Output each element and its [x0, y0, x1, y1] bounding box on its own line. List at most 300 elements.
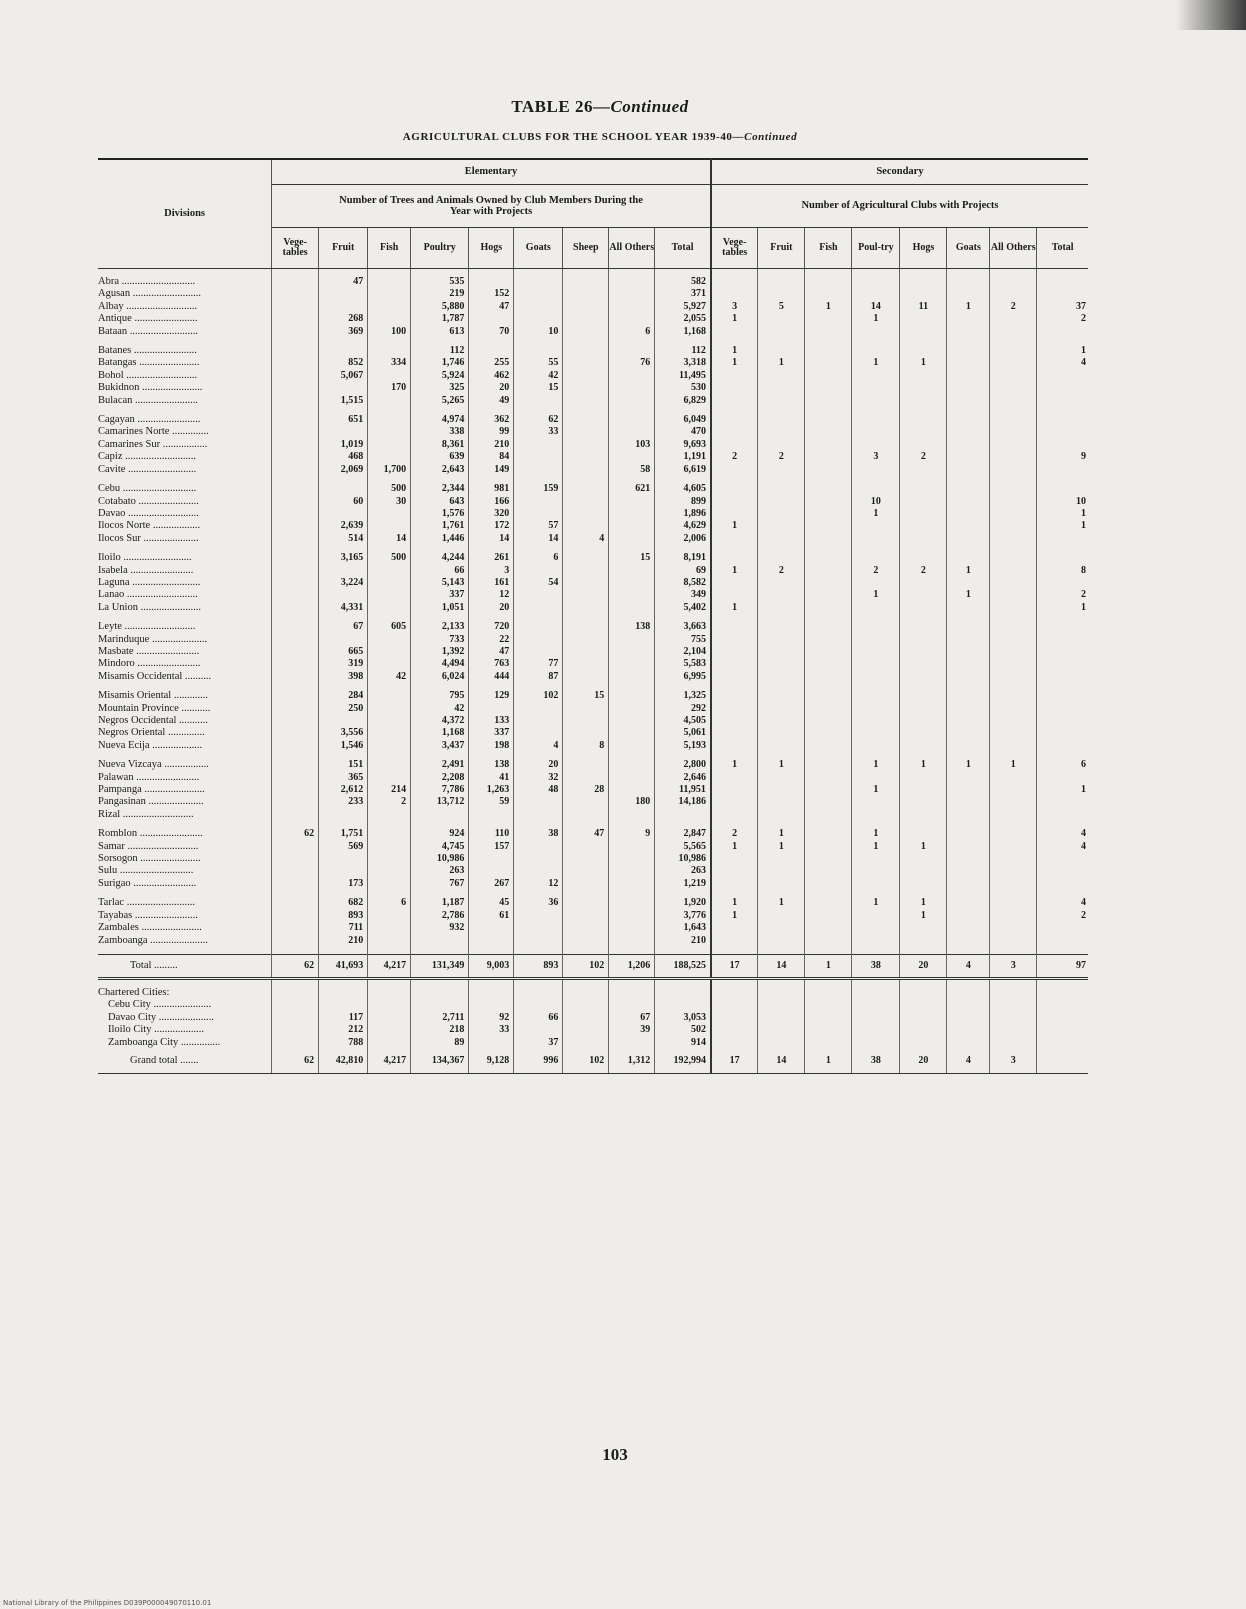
elem-cell: 1,019: [319, 439, 368, 451]
sec-cell: [758, 910, 805, 922]
elem-cell: [563, 451, 609, 463]
sec-cell: [947, 634, 990, 646]
spacer-cell: [805, 545, 852, 552]
elem-cell: [411, 999, 469, 1011]
elem-cell: [563, 634, 609, 646]
spacer-cell: [655, 890, 711, 897]
sec-cell: [900, 828, 947, 840]
sec-cell: [852, 345, 900, 357]
spacer-cell: [319, 947, 368, 955]
sec-cell: [900, 658, 947, 670]
sec-cell: [805, 841, 852, 853]
elem-cell: [609, 658, 655, 670]
spacer-cell: [98, 821, 272, 828]
sec-cell: [990, 589, 1037, 601]
spacer-cell: [514, 269, 563, 277]
subtitle-main: AGRICULTURAL CLUBS FOR THE SCHOOL YEAR 1939-40: [402, 131, 733, 143]
sec-cell: 20: [900, 1049, 947, 1074]
table-row: [98, 565, 1088, 577]
sec-cell: [852, 1024, 900, 1036]
spacer-cell: [852, 269, 900, 277]
elem-cell: [563, 395, 609, 407]
sec-cell: [1037, 1049, 1088, 1074]
elem-cell: 15: [514, 382, 563, 394]
table-row: [98, 464, 1088, 476]
sec-cell: 37: [1076, 300, 1086, 312]
spacer-cell: [98, 614, 272, 621]
sec-cell: [947, 276, 990, 288]
sec-cell: 1: [900, 357, 947, 369]
elem-cell: [272, 703, 319, 715]
elem-cell: [368, 276, 411, 288]
sec-cell: [758, 784, 805, 796]
spacer-cell: [563, 978, 609, 987]
scan-footer-text: National Library of the Philippines D039P000049070110.01: [3, 1599, 212, 1607]
table-row: [98, 715, 1088, 727]
division-name: Samar ...........................: [98, 841, 272, 853]
sec-cell: [990, 370, 1037, 382]
spacer-cell: [900, 338, 947, 345]
spacer-cell: [469, 821, 514, 828]
elem-cell: 3: [469, 565, 514, 577]
spacer-cell: [655, 545, 711, 552]
sec-cell: [900, 715, 947, 727]
sec-cell: [758, 533, 805, 545]
sec-cell: 1: [1081, 345, 1086, 357]
table-row: [98, 520, 1088, 532]
elem-cell: [368, 772, 411, 784]
sec-cell: [1037, 999, 1088, 1011]
spacer-cell: [469, 987, 514, 999]
sec-cell: [758, 796, 805, 808]
elem-cell: [563, 1024, 609, 1036]
sec-cell: [805, 727, 852, 739]
sec-cell: [852, 483, 900, 495]
elem-cell: 569: [319, 841, 368, 853]
spacer-cell: [805, 978, 852, 987]
sec-cell: [805, 865, 852, 877]
sec-cell: [900, 520, 947, 532]
sec-cell: 1: [900, 841, 947, 853]
elem-cell: 369: [319, 326, 368, 338]
elem-cell: [272, 483, 319, 495]
elem-cell: 6,049: [655, 414, 711, 426]
sec-cell: [805, 589, 852, 601]
sec-cell: 1: [1081, 507, 1086, 519]
spacer-cell: [758, 476, 805, 483]
elem-cell: [563, 646, 609, 658]
elem-cell: [272, 759, 319, 771]
sec-cell: [711, 853, 758, 865]
spacer-cell: [272, 978, 319, 987]
sec-cell: [711, 740, 758, 752]
spacer-cell: [368, 752, 411, 759]
elem-cell: 4,974: [411, 414, 469, 426]
elem-col-header: Hogs: [469, 228, 514, 269]
elem-cell: 6,829: [655, 395, 711, 407]
elem-cell: 10: [514, 326, 563, 338]
elem-cell: [469, 345, 514, 357]
sec-cell: 10: [1076, 495, 1086, 507]
sec-cell: [711, 533, 758, 545]
elem-cell: [563, 313, 609, 325]
sec-cell: [947, 715, 990, 727]
sec-cell: 2: [758, 565, 805, 577]
table-row: [98, 897, 1088, 909]
elem-cell: [609, 784, 655, 796]
elem-cell: [609, 395, 655, 407]
sec-cell: [758, 496, 805, 508]
elem-cell: 4,605: [655, 483, 711, 495]
division-name: Romblon ........................: [98, 828, 272, 840]
sec-cell: [852, 922, 900, 934]
sec-cell: [900, 1037, 947, 1049]
elem-cell: [469, 313, 514, 325]
elem-cell: [272, 935, 319, 947]
elem-cell: 198: [469, 740, 514, 752]
spacer-cell: [98, 683, 272, 690]
elem-col-header: Sheep: [563, 228, 609, 269]
spacer-cell: [852, 890, 900, 897]
group-spacer: [98, 545, 1088, 552]
spacer-cell: [98, 269, 272, 277]
elem-cell: [368, 426, 411, 438]
sec-cell: 1: [758, 828, 805, 840]
spacer-cell: [711, 987, 758, 999]
sec-cell: [900, 577, 947, 589]
elem-cell: 10,986: [411, 853, 469, 865]
spacer-cell: [368, 947, 411, 955]
elem-cell: [563, 357, 609, 369]
sec-cell: [758, 634, 805, 646]
elem-cell: 5,880: [411, 301, 469, 313]
sec-cell: [711, 703, 758, 715]
elem-cell: 6: [514, 552, 563, 564]
table-row: [98, 784, 1088, 796]
spacer-cell: [990, 821, 1037, 828]
spacer-cell: [947, 987, 990, 999]
sec-cell: 1: [852, 841, 900, 853]
sec-cell: [852, 671, 900, 683]
elem-cell: 2,133: [411, 621, 469, 633]
sec-cell: [852, 690, 900, 702]
spacer-cell: [272, 987, 319, 999]
sec-cell: [852, 439, 900, 451]
sec-cell: 1: [758, 897, 805, 909]
elem-cell: [319, 999, 368, 1011]
elem-cell: [368, 740, 411, 752]
elem-cell: [609, 577, 655, 589]
sec-cell: [900, 878, 947, 890]
elem-cell: 129: [469, 690, 514, 702]
elem-cell: [469, 1037, 514, 1049]
elem-cell: [514, 865, 563, 877]
elem-cell: 166: [469, 496, 514, 508]
sec-cell: [990, 483, 1037, 495]
elem-cell: [514, 565, 563, 577]
division-name: Mindoro ........................: [98, 658, 272, 670]
elementary-subheader: Number of Trees and Animals Owned by Club Members During the Year with Projects: [272, 185, 711, 228]
sec-cell: [758, 935, 805, 947]
sec-cell: [758, 865, 805, 877]
spacer-cell: [272, 476, 319, 483]
sec-cell: [758, 999, 805, 1011]
elem-cell: [609, 589, 655, 601]
elem-cell: [272, 853, 319, 865]
sec-cell: [1037, 577, 1088, 589]
sec-cell: [947, 727, 990, 739]
division-name: Capiz ...........................: [98, 451, 272, 463]
sec-cell: 4: [947, 1049, 990, 1074]
elem-cell: 1,206: [609, 954, 655, 978]
spacer-cell: [609, 987, 655, 999]
sec-cell: 8: [1081, 564, 1086, 576]
sec-cell: [947, 464, 990, 476]
sec-cell: [990, 552, 1037, 564]
elem-cell: 4,217: [368, 954, 411, 978]
sec-cell: [990, 658, 1037, 670]
spacer-cell: [411, 947, 469, 955]
elem-cell: 39: [609, 1024, 655, 1036]
sec-cell: [1037, 878, 1088, 890]
spacer-cell: [1037, 683, 1088, 690]
elem-cell: 320: [469, 508, 514, 520]
elem-cell: 733: [411, 634, 469, 646]
elem-cell: 795: [411, 690, 469, 702]
spacer-cell: [900, 407, 947, 414]
spacer-cell: [805, 821, 852, 828]
elem-cell: [563, 577, 609, 589]
elem-cell: 4,331: [319, 602, 368, 614]
elem-cell: 371: [655, 288, 711, 300]
title-continued: —Continued: [592, 97, 689, 116]
group-spacer: [98, 407, 1088, 414]
spacer-cell: [563, 947, 609, 955]
sec-cell: 14: [758, 1049, 805, 1074]
sec-cell: [758, 326, 805, 338]
spacer-cell: [900, 890, 947, 897]
sec-cell: 1: [711, 897, 758, 909]
sec-cell: [1037, 1012, 1088, 1024]
elem-col-header: Vege-tables: [272, 228, 319, 269]
spacer-cell: [469, 338, 514, 345]
elem-cell: [514, 313, 563, 325]
sec-cell: [1037, 796, 1088, 808]
sec-cell: 97: [1037, 954, 1088, 978]
sec-cell: [758, 740, 805, 752]
elem-cell: 1,896: [655, 508, 711, 520]
elem-cell: 62: [272, 1049, 319, 1074]
elem-cell: [563, 715, 609, 727]
elem-cell: 4,244: [411, 552, 469, 564]
sec-cell: [990, 715, 1037, 727]
sec-cell: [711, 634, 758, 646]
spacer-cell: [272, 545, 319, 552]
spacer-cell: [711, 890, 758, 897]
division-name: Laguna ..........................: [98, 577, 272, 589]
sec-cell: [758, 439, 805, 451]
sec-cell: [947, 999, 990, 1011]
elem-cell: 665: [319, 646, 368, 658]
spacer-cell: [852, 821, 900, 828]
sec-cell: [990, 841, 1037, 853]
elem-cell: [609, 634, 655, 646]
elem-cell: 5,402: [655, 602, 711, 614]
spacer-cell: [411, 407, 469, 414]
spacer-cell: [411, 987, 469, 999]
elem-cell: 1,546: [319, 740, 368, 752]
elem-cell: [514, 634, 563, 646]
elem-cell: [368, 809, 411, 821]
sec-cell: 2: [900, 565, 947, 577]
sec-cell: [947, 483, 990, 495]
sec-cell: [805, 357, 852, 369]
sec-cell: [852, 935, 900, 947]
sec-cell: 1: [758, 357, 805, 369]
elem-cell: 2,055: [655, 313, 711, 325]
elem-cell: [609, 935, 655, 947]
spacer-cell: [514, 476, 563, 483]
elem-cell: [319, 345, 368, 357]
elem-cell: 62: [514, 414, 563, 426]
elem-cell: [368, 878, 411, 890]
elem-cell: [319, 382, 368, 394]
elem-cell: 4: [563, 533, 609, 545]
group-spacer: [98, 978, 1088, 987]
sec-cell: [947, 658, 990, 670]
elem-cell: [272, 658, 319, 670]
title-main: TABLE 26: [511, 97, 593, 116]
elem-cell: [563, 878, 609, 890]
elem-cell: 12: [514, 878, 563, 890]
spacer-cell: [947, 683, 990, 690]
elem-cell: 67: [319, 621, 368, 633]
sec-cell: 4: [1081, 840, 1086, 852]
elem-col-header: Fruit: [319, 228, 368, 269]
sec-cell: [900, 999, 947, 1011]
elem-cell: 3,224: [319, 577, 368, 589]
elem-cell: [514, 496, 563, 508]
sec-cell: [711, 935, 758, 947]
spacer-cell: [947, 338, 990, 345]
spacer-cell: [609, 476, 655, 483]
elem-cell: 981: [469, 483, 514, 495]
spacer-cell: [319, 338, 368, 345]
elem-cell: [368, 865, 411, 877]
sec-cell: [711, 276, 758, 288]
sec-cell: 1: [758, 841, 805, 853]
elem-cell: [368, 935, 411, 947]
spacer-cell: [609, 821, 655, 828]
elem-cell: 8,582: [655, 577, 711, 589]
elem-cell: 263: [655, 865, 711, 877]
sec-cell: [947, 288, 990, 300]
division-name: Nueva Ecija ...................: [98, 740, 272, 752]
sec-cell: [990, 533, 1037, 545]
sec-cell: [758, 313, 805, 325]
table-row: [98, 1024, 1088, 1036]
elem-cell: 338: [411, 426, 469, 438]
divisions-header: Divisions: [98, 159, 272, 269]
elem-cell: 55: [514, 357, 563, 369]
sec-cell: 2: [758, 451, 805, 463]
sec-cell: [758, 853, 805, 865]
sec-cell: [805, 451, 852, 463]
sec-cell: 1: [1081, 601, 1086, 613]
elem-cell: [368, 922, 411, 934]
elem-cell: 192,994: [655, 1049, 711, 1074]
sec-cell: [947, 533, 990, 545]
spacer-cell: [469, 407, 514, 414]
elem-cell: [514, 715, 563, 727]
spacer-cell: [563, 821, 609, 828]
division-name: Agusan ..........................: [98, 288, 272, 300]
elem-cell: 621: [609, 483, 655, 495]
table-row: [98, 508, 1088, 520]
spacer-cell: [900, 476, 947, 483]
spacer-cell: [609, 947, 655, 955]
elem-cell: 1,187: [411, 897, 469, 909]
elem-cell: 470: [655, 426, 711, 438]
sec-cell: [1037, 439, 1088, 451]
spacer-cell: [711, 269, 758, 277]
spacer-cell: [947, 614, 990, 621]
sec-cell: [990, 520, 1037, 532]
table-row: [98, 496, 1088, 508]
sec-cell: [947, 395, 990, 407]
sec-cell: [758, 508, 805, 520]
division-name: Bataan ..........................: [98, 326, 272, 338]
sec-cell: [1037, 288, 1088, 300]
spacer-cell: [655, 752, 711, 759]
sec-cell: [758, 464, 805, 476]
elem-cell: [609, 426, 655, 438]
elem-cell: [563, 589, 609, 601]
sec-cell: [852, 370, 900, 382]
spacer-cell: [563, 987, 609, 999]
sec-cell: [805, 1037, 852, 1049]
spacer-cell: [758, 269, 805, 277]
elem-cell: [563, 910, 609, 922]
elem-cell: [563, 1012, 609, 1024]
elem-cell: 9: [609, 828, 655, 840]
elem-cell: 6,024: [411, 671, 469, 683]
elem-cell: 172: [469, 520, 514, 532]
elem-cell: 9,693: [655, 439, 711, 451]
elem-cell: 1,168: [411, 727, 469, 739]
elem-cell: 112: [655, 345, 711, 357]
sec-cell: 2: [852, 565, 900, 577]
elem-cell: 1,751: [319, 828, 368, 840]
elem-cell: [411, 809, 469, 821]
elem-cell: [272, 897, 319, 909]
elem-cell: [368, 1012, 411, 1024]
division-name: Bulacan ........................: [98, 395, 272, 407]
elem-cell: 2,639: [319, 520, 368, 532]
sec-cell: [1037, 1037, 1088, 1049]
elem-cell: [609, 565, 655, 577]
elem-cell: [609, 865, 655, 877]
division-name: Cagayan ........................: [98, 414, 272, 426]
sec-cell: 1: [805, 1049, 852, 1074]
spacer-cell: [319, 890, 368, 897]
elem-cell: [563, 841, 609, 853]
elem-cell: [272, 621, 319, 633]
elem-cell: [563, 897, 609, 909]
elem-cell: [272, 715, 319, 727]
elem-cell: 38: [514, 828, 563, 840]
elem-cell: 398: [319, 671, 368, 683]
